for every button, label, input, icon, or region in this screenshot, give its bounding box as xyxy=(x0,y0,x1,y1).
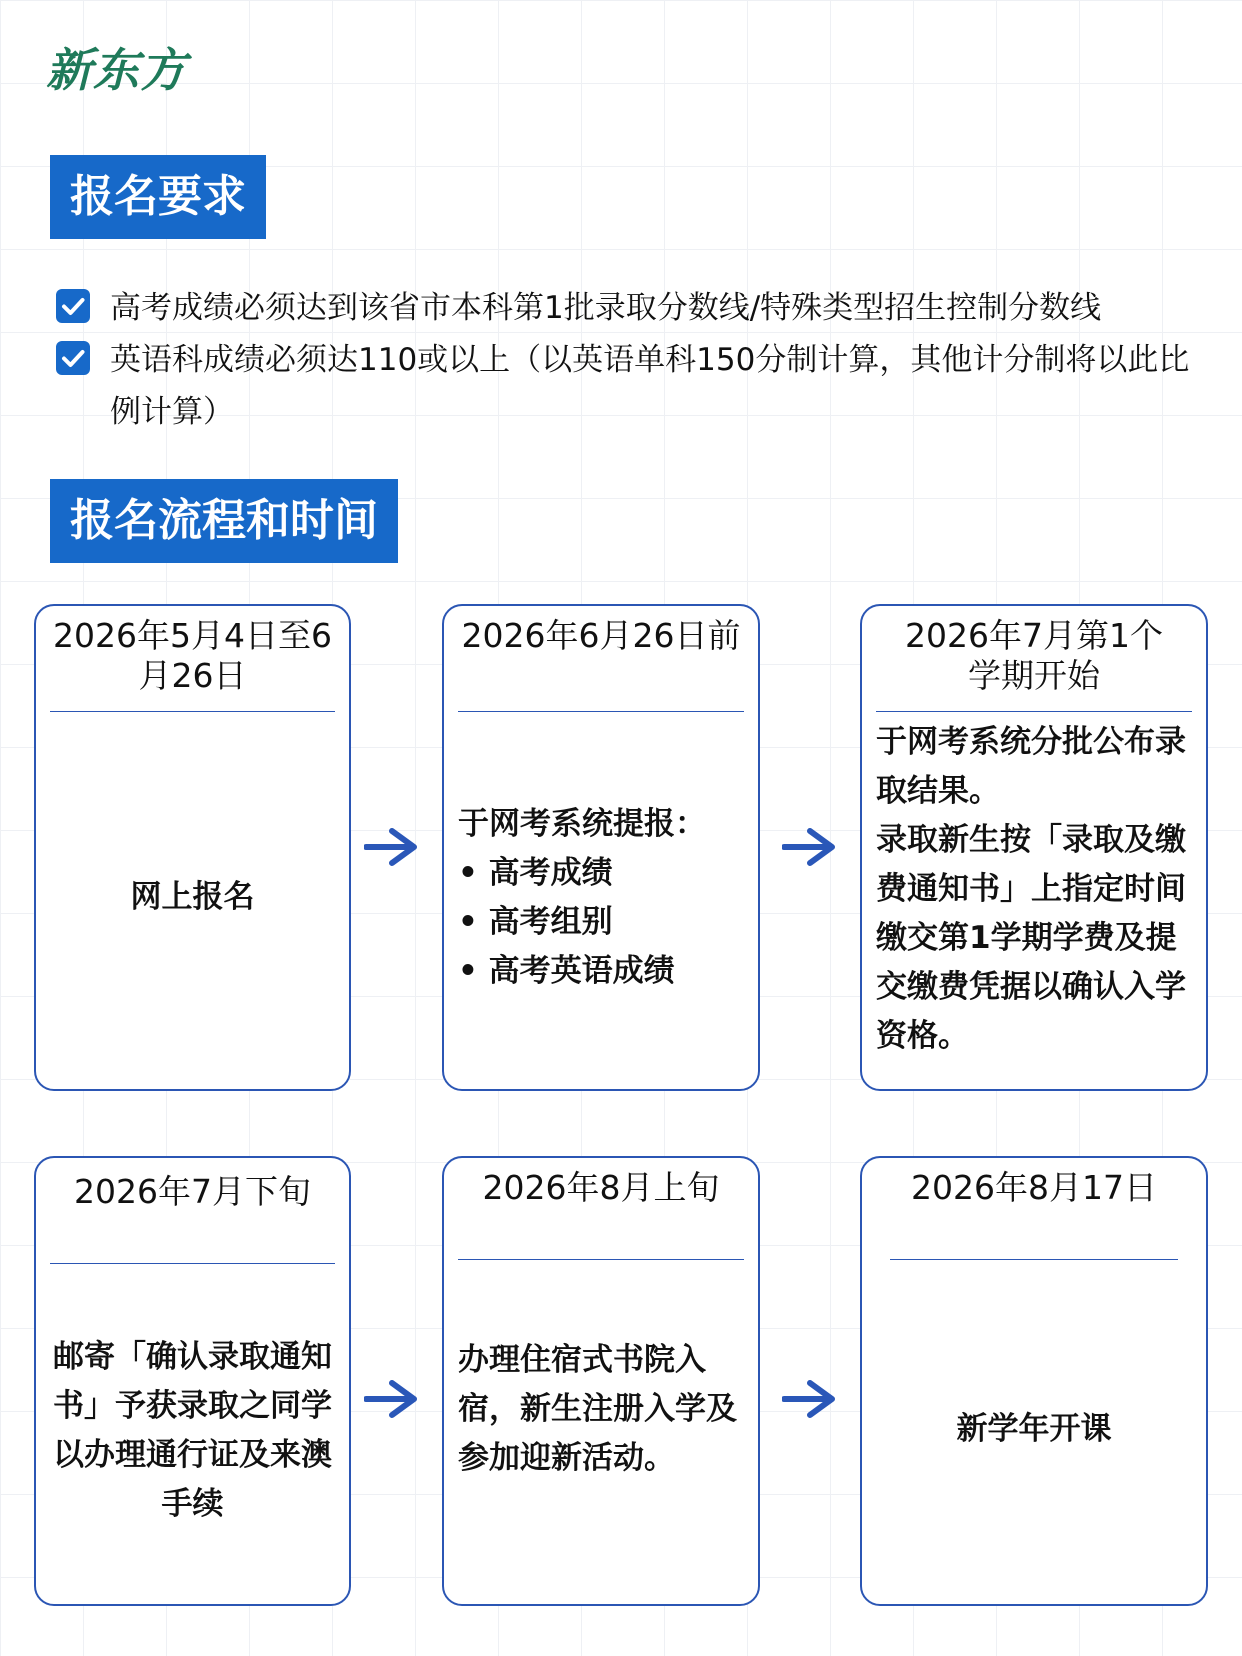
step-body-line: 办理住宿式书院入宿，新生注册入学及参加迎新活动。 xyxy=(458,1341,737,1476)
step-date: 2026年5月4日至6月26日 xyxy=(53,616,332,695)
step-body-line: 邮寄「确认录取通知书」予获录取之同学以办理通行证及来澳手续 xyxy=(53,1339,332,1522)
step-card xyxy=(442,1156,760,1606)
step-body-line: 于网考系统分批公布录取结果。 xyxy=(876,724,1186,809)
arrow-right-icon xyxy=(364,1379,420,1419)
step-body-line: 于网考系统提报： xyxy=(458,805,706,842)
requirement-item xyxy=(56,334,1206,438)
step-card xyxy=(860,604,1208,1091)
card-divider xyxy=(876,711,1192,712)
card-divider xyxy=(458,1259,744,1260)
step-card xyxy=(442,604,760,1091)
step-body-line: • 高考成绩 xyxy=(458,854,613,891)
step-body xyxy=(458,1274,744,1544)
arrow-right-icon xyxy=(364,827,420,867)
step-body xyxy=(50,726,335,1069)
step-body-line: 网上报名 xyxy=(130,879,255,915)
step-date: 2026年6月26日前 xyxy=(461,616,741,655)
section-title-requirements: 报名要求 xyxy=(50,155,266,239)
step-card xyxy=(860,1156,1208,1606)
checkbox-checked-icon xyxy=(56,289,90,323)
step-body-line: 录取新生按「录取及缴费通知书」上指定时间缴交第1学期学费及提交缴费凭据以确认入学资格。 xyxy=(876,822,1186,1054)
step-body xyxy=(50,1278,335,1584)
step-card xyxy=(34,1156,351,1606)
requirement-item xyxy=(56,282,1206,334)
step-body xyxy=(876,718,1192,1071)
step-date: 2026年8月17日 xyxy=(911,1168,1157,1207)
requirement-text: 高考成绩必须达到该省市本科第1批录取分数线/特殊类型招生控制分数线 xyxy=(110,290,1102,326)
step-body-line: • 高考组别 xyxy=(458,903,613,940)
arrow-right-icon xyxy=(782,827,838,867)
card-divider xyxy=(458,711,744,712)
card-divider xyxy=(50,1263,335,1264)
step-date: 2026年8月上旬 xyxy=(482,1168,720,1207)
requirement-text: 英语科成绩必须达110或以上（以英语单科150分制计算，其他计分制将以此比例计算） xyxy=(110,342,1190,430)
card-divider xyxy=(50,711,335,712)
step-date: 2026年7月下旬 xyxy=(74,1172,311,1211)
section-title-process: 报名流程和时间 xyxy=(50,479,398,563)
brand-logo: 新东方 xyxy=(46,43,187,97)
step-body xyxy=(458,726,744,1069)
step-body-line: • 高考英语成绩 xyxy=(458,952,675,989)
step-body xyxy=(876,1274,1192,1584)
arrow-right-icon xyxy=(782,1379,838,1419)
card-divider xyxy=(890,1259,1178,1260)
checkbox-checked-icon xyxy=(56,341,90,375)
step-date: 2026年7月第1个学期开始 xyxy=(905,616,1163,695)
step-card xyxy=(34,604,351,1091)
requirements-list xyxy=(56,282,1206,438)
step-body-line: 新学年开课 xyxy=(956,1410,1112,1447)
